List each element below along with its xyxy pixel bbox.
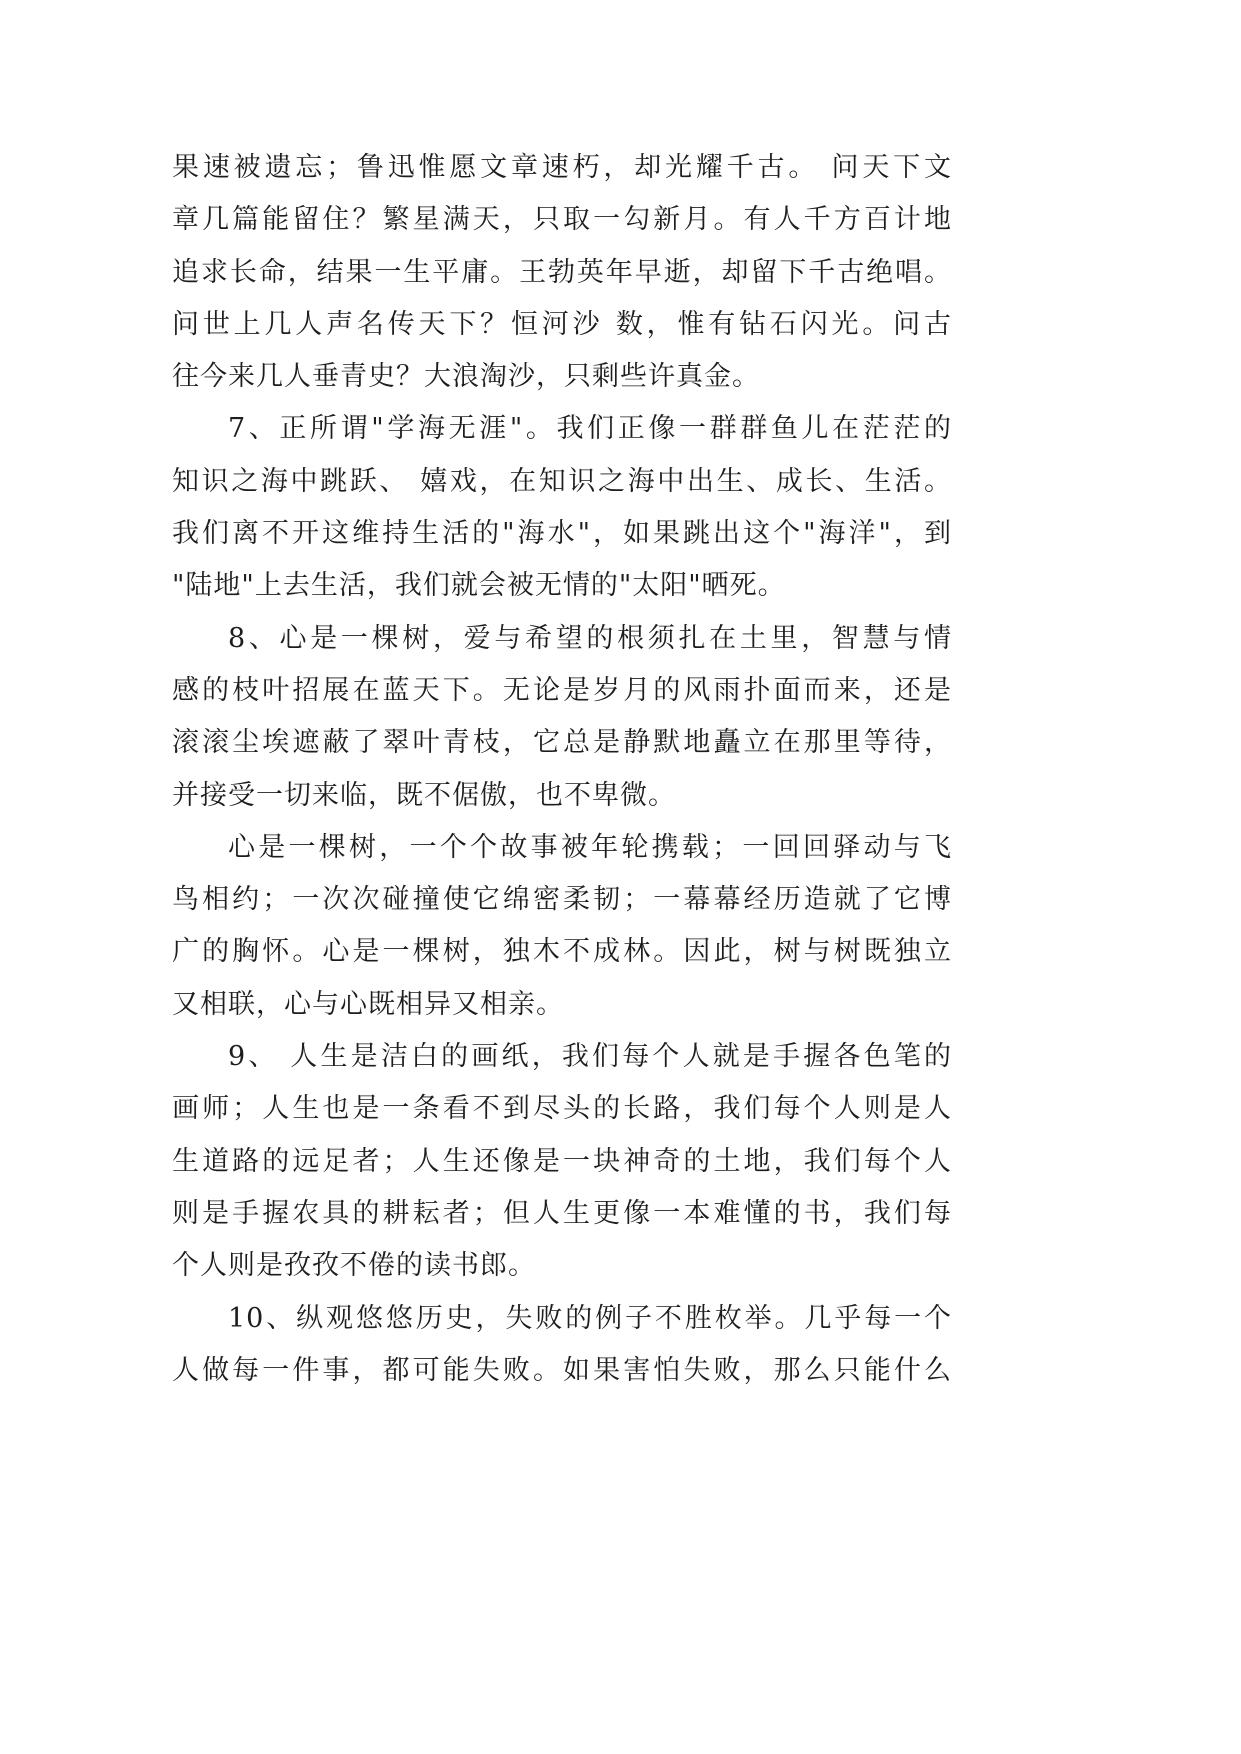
text-line: 并接受一切来临，既不倨傲，也不卑微。 <box>172 779 676 811</box>
text-line: 8、心是一棵树，爱与希望的根须扎在土里，智慧与情 <box>228 622 952 654</box>
text-line: 章几篇能留住？繁星满天，只取一勾新月。有人千方百计地 <box>172 204 952 236</box>
text-line: 9、 人生是洁白的画纸，我们每个人就是手握各色笔的 <box>228 1041 952 1073</box>
text-line: 感的枝叶招展在蓝天下。无论是岁月的风雨扑面而来，还是 <box>172 674 952 706</box>
text-line: 个人则是孜孜不倦的读书郎。 <box>172 1250 536 1282</box>
text-line: 知识之海中跳跃、 嬉戏，在知识之海中出生、成长、生活。 <box>172 465 952 497</box>
text-line: "陆地"上去生活，我们就会被无情的"太阳"晒死。 <box>172 570 786 602</box>
text-line: 追求长命，结果一生平庸。王勃英年早逝，却留下千古绝唱。 <box>172 256 952 288</box>
paragraph <box>172 822 952 1031</box>
text-line: 往今来几人垂青史？大浪淘沙，只剩些许真金。 <box>172 361 760 393</box>
body-text <box>172 142 952 1397</box>
text-line: 我们离不开这维持生活的"海水"，如果跳出这个"海洋"，到 <box>172 518 952 550</box>
paragraph <box>172 1031 952 1292</box>
text-line: 鸟相约；一次次碰撞使它绵密柔韧；一幕幕经历造就了它博 <box>172 884 952 916</box>
paragraph <box>172 142 952 403</box>
text-line: 又相联，心与心既相异又相亲。 <box>172 988 564 1020</box>
paragraph <box>172 613 952 822</box>
text-line: 问世上几人声名传天下？恒河沙 数，惟有钻石闪光。问古 <box>172 308 952 340</box>
text-line: 画师；人生也是一条看不到尽头的长路，我们每个人则是人 <box>172 1093 952 1125</box>
text-line: 生道路的远足者；人生还像是一块神奇的土地，我们每个人 <box>172 1145 952 1177</box>
text-line: 果速被遗忘；鲁迅惟愿文章速朽，却光耀千古。 问天下文 <box>172 152 952 183</box>
text-line: 广的胸怀。心是一棵树，独木不成林。因此，树与树既独立 <box>172 936 952 968</box>
text-line: 人做每一件事，都可能失败。如果害怕失败，那么只能什么 <box>172 1354 952 1386</box>
paragraph <box>172 1293 952 1398</box>
text-line: 则是手握农具的耕耘者；但人生更像一本难懂的书，我们每 <box>172 1197 952 1229</box>
text-line: 10、纵观悠悠历史，失败的例子不胜枚举。几乎每一个 <box>228 1302 952 1334</box>
text-line: 滚滚尘埃遮蔽了翠叶青枝，它总是静默地矗立在那里等待， <box>172 727 952 759</box>
paragraph <box>172 403 952 612</box>
text-line: 心是一棵树，一个个故事被年轮携载；一回回驿动与飞 <box>228 831 952 863</box>
text-line: 7、正所谓"学海无涯"。我们正像一群群鱼儿在茫茫的 <box>228 413 952 445</box>
